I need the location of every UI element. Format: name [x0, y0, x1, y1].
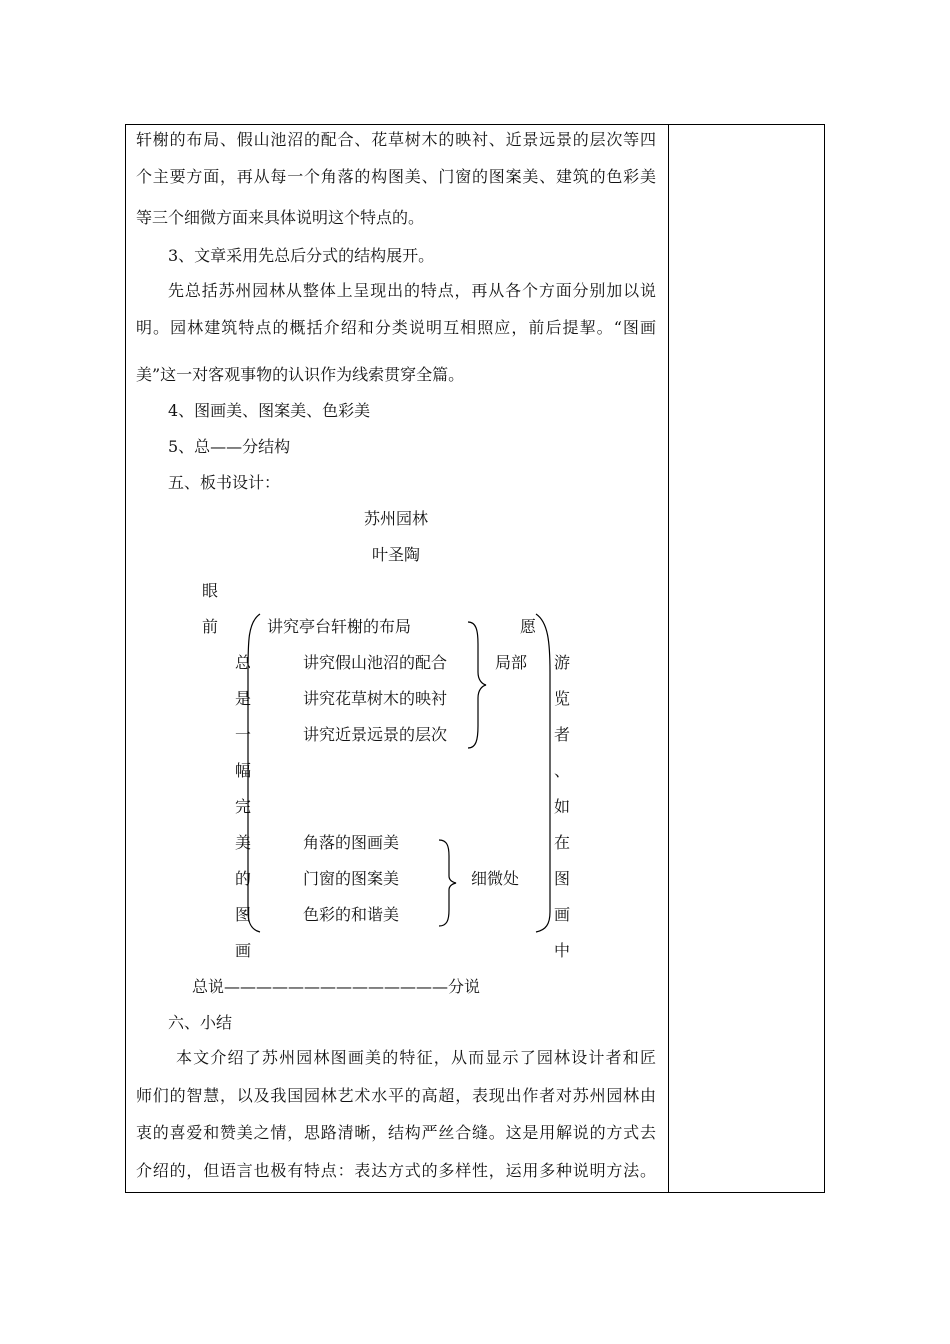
- left-vertical-char: 图: [234, 905, 251, 924]
- item-4: 4、图画美、图案美、色彩美: [168, 401, 371, 420]
- right-vertical-char: 者: [553, 725, 570, 744]
- board-bottom-line: 总说——————————————分说: [192, 977, 481, 996]
- paragraph-line: 美”这一对客观事物的认识作为线索贯穿全篇。: [136, 365, 465, 384]
- right-vertical-char: 、: [553, 761, 570, 780]
- right-vertical-char: 画: [553, 905, 570, 924]
- board-title: 苏州园林: [364, 509, 429, 528]
- group2-label: 细微处: [471, 869, 520, 888]
- group1-item: 讲究花草树木的映衬: [303, 689, 448, 708]
- summary-line: 衷的喜爱和赞美之情，思路清晰，结构严丝合缝。这是用解说的方式去: [136, 1123, 656, 1142]
- group2-item: 色彩的和谐美: [303, 905, 400, 924]
- column-divider: [668, 124, 669, 1193]
- right-vertical-char: 图: [553, 869, 570, 888]
- left-brace: [240, 612, 264, 934]
- summary-line: 本文介绍了苏州园林图画美的特征，从而显示了园林设计者和匠: [176, 1048, 656, 1067]
- left-vertical-char: 眼: [201, 581, 218, 600]
- right-vertical-char: 在: [553, 833, 570, 852]
- right-vertical-char: 愿: [519, 617, 536, 636]
- left-vertical-char: 幅: [234, 761, 251, 780]
- group1-item: 讲究假山池沼的配合: [303, 653, 448, 672]
- left-vertical-char: 一: [234, 725, 251, 744]
- group1-item: 讲究近景远景的层次: [303, 725, 448, 744]
- paragraph-line: 先总括苏州园林从整体上呈现出的特点，再从各个方面分别加以说: [168, 281, 656, 300]
- summary-line: 介绍的，但语言也极有特点：表达方式的多样性，运用多种说明方法。: [136, 1161, 656, 1180]
- left-vertical-char: 的: [234, 869, 251, 888]
- right-vertical-char: 览: [553, 689, 570, 708]
- group2-item: 门窗的图案美: [303, 869, 400, 888]
- paragraph-line: 等三个细微方面来具体说明这个特点的。: [136, 208, 425, 227]
- paragraph-line: 个主要方面，再从每一个角落的构图美、门窗的图案美、建筑的色彩美: [136, 167, 656, 186]
- left-vertical-char: 总: [234, 653, 251, 672]
- group1-item: 讲究亭台轩榭的布局: [267, 617, 412, 636]
- group1-label: 局部: [495, 653, 528, 672]
- summary-line: 师们的智慧，以及我国园林艺术水平的高超，表现出作者对苏州园林由: [136, 1086, 656, 1105]
- board-author: 叶圣陶: [372, 545, 421, 564]
- group2-item: 角落的图画美: [303, 833, 400, 852]
- item-5: 5、总——分结构: [168, 437, 291, 456]
- left-vertical-char: 画: [234, 941, 251, 960]
- left-vertical-char: 是: [234, 689, 251, 708]
- right-vertical-char: 如: [553, 797, 570, 816]
- section-heading: 六、小结: [168, 1013, 233, 1032]
- group1-brace: [466, 620, 490, 750]
- right-vertical-char: 中: [553, 941, 570, 960]
- right-vertical-char: 游: [553, 653, 570, 672]
- left-vertical-char: 前: [201, 617, 218, 636]
- item-3: 3、文章采用先总后分式的结构展开。: [168, 246, 435, 265]
- left-vertical-char: 完: [234, 797, 251, 816]
- section-heading: 五、板书设计：: [168, 473, 281, 492]
- group2-brace: [437, 838, 461, 928]
- left-vertical-char: 美: [234, 833, 251, 852]
- paragraph-line: 明。园林建筑特点的概括介绍和分类说明互相照应，前后提挈。“图画: [136, 318, 656, 337]
- paragraph-line: 轩榭的布局、假山池沼的配合、花草树木的映衬、近景远景的层次等四: [136, 130, 656, 149]
